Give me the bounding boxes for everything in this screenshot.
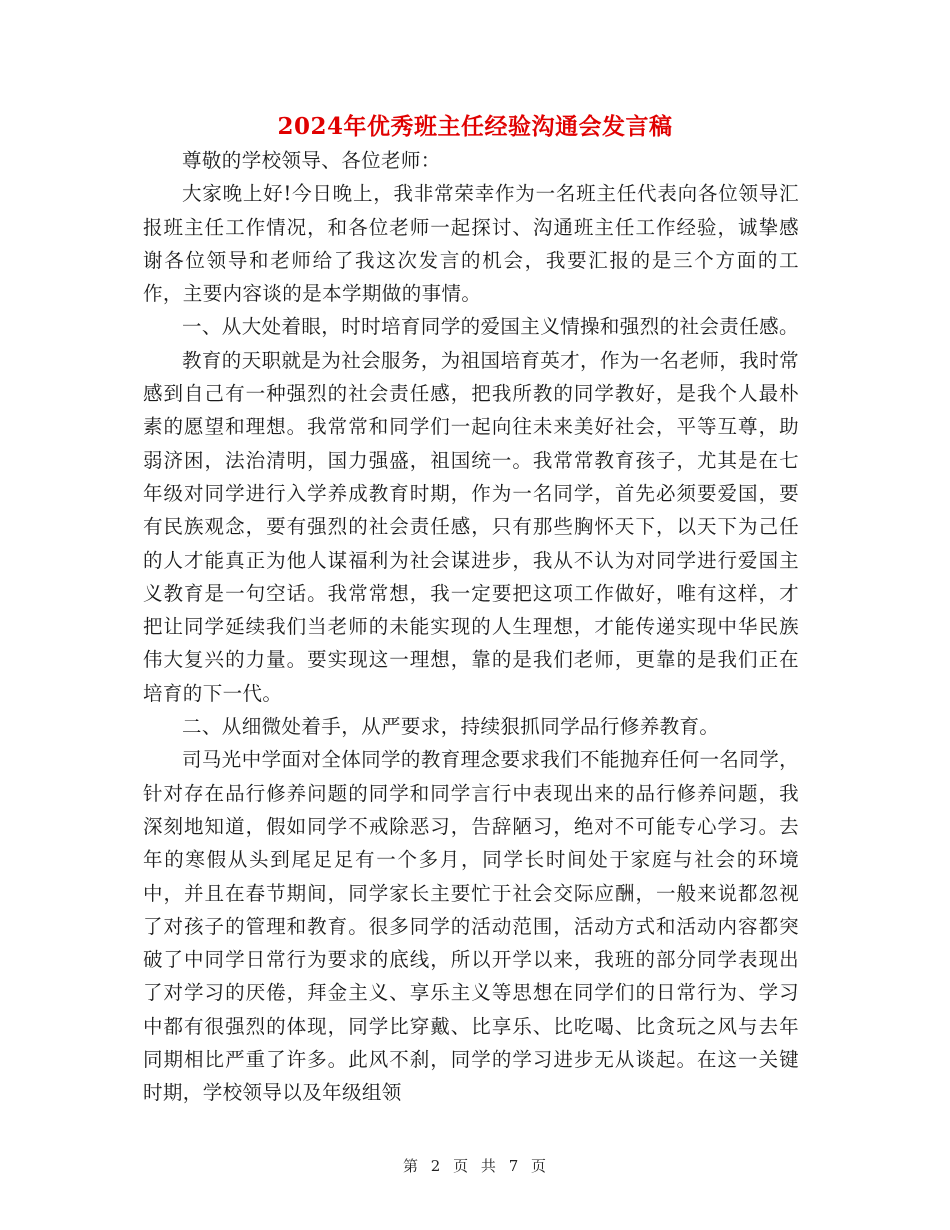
paragraph-conduct: 司马光中学面对全体同学的教育理念要求我们不能抛弃任何一名同学，针对存在品行修养问题的同学和同学言行中表现出来的品行修养问题，我深刻地知道，假如同学不戒除恶习，告辞陋习，绝对不可能专心学习。去年的寒假从头到尾足足有一个多月，同学长时间处于家庭与社会的环境中，并且在春节期间，同学家长主要忙于社会交际应酬，一般来说都忽视了对孩子的管理和教育。很多同学的活动范围，活动方式和活动内容都突破了中同学日常行为要求的底线，所以开学以来，我班的部分同学表现出了对学习的厌倦，拜金主义、享乐主义等思想在同学们的日常行为、学习中都有很强烈的体现，同学比穿戴、比享乐、比吃喝、比贪玩之风与去年同期相比严重了许多。此风不刹，同学的学习进步无从谈起。在这一关键时期，学校领导以及年级组领	[143, 748, 799, 1105]
footer-total-unit: 页	[531, 1157, 548, 1175]
footer-page-number: 2	[430, 1157, 442, 1175]
paragraph-patriotism: 教育的天职就是为社会服务，为祖国培育英才，作为一名老师，我时常感到自己有一种强烈的社会责任感，把我所教的同学教好，是我个人最朴素的愿望和理想。我常常和同学们一起向往未来美好社会，平等互尊，助弱济困，法治清明，国力强盛，祖国统一。我常常教育孩子，尤其是在七年级对同学进行入学养成教育时期，作为一名同学，首先必须要爱国，要有民族观念，要有强烈的社会责任感，只有那些胸怀天下，以天下为己任的人才能真正为他人谋福利为社会谋进步，我从不认为对同学进行爱国主义教育是一句空话。我常常想，我一定要把这项工作做好，唯有这样，才把让同学延续我们当老师的未能实现的人生理想，才能传递实现中华民族伟大复兴的力量。要实现这一理想，靠的是我们老师，更靠的是我们正在培育的下一代。	[143, 348, 799, 705]
section-heading-one: 一、从大处着眼，时时培育同学的爱国主义情操和强烈的社会责任感。	[182, 315, 799, 339]
footer-page-unit: 页	[453, 1157, 470, 1175]
greeting-line: 尊敬的学校领导、各位老师：	[182, 149, 441, 172]
page-footer	[0, 1155, 950, 1176]
footer-total-pages: 7	[508, 1157, 520, 1175]
paragraph-opening: 大家晚上好!今日晚上，我非常荣幸作为一名班主任代表向各位领导汇报班主任工作情况，和各位老师一起探讨、沟通班主任工作经验，诚挚感谢各位领导和老师给了我这次发言的机会，我要汇报的是三个方面的工作，主要内容谈的是本学期做的事情。	[143, 182, 799, 306]
footer-total-prefix: 共	[480, 1157, 497, 1175]
section-heading-two: 二、从细微处着手，从严要求，持续狠抓同学品行修养教育。	[182, 715, 720, 739]
footer-page-prefix: 第	[402, 1157, 419, 1175]
document-title: 2024年优秀班主任经验沟通会发言稿	[277, 113, 673, 140]
document-body	[143, 144, 799, 1110]
